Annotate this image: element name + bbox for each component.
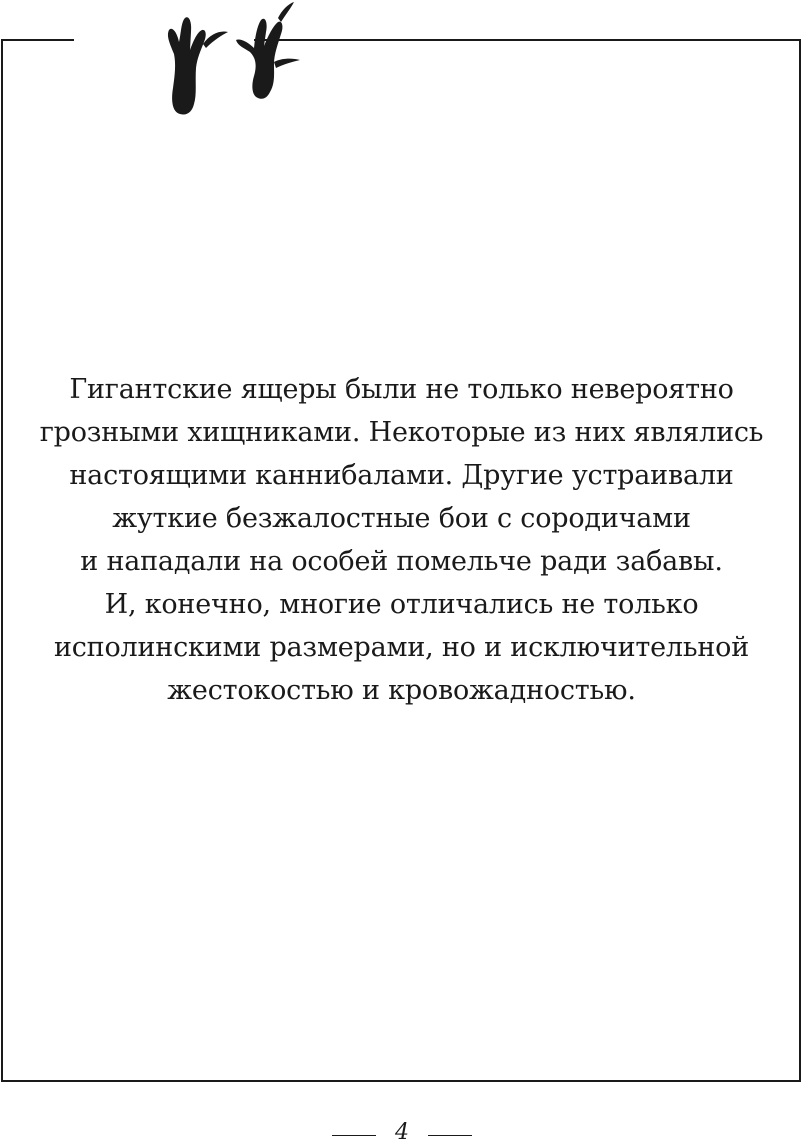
body-paragraph [30,368,773,712]
dinosaur-footprints-icon [160,2,310,120]
body-line: настоящими каннибалами. Другие устраивали [69,460,734,491]
footer-rule-left [332,1135,376,1136]
footer-rule-right [428,1135,472,1136]
body-line: и нападали на особей помельче ради забавы. [80,546,723,577]
body-line: Гигантские ящеры были не только невероятно [69,374,734,405]
emblem-area [74,0,254,130]
body-line: исполинскими размерами, но и исключительной [53,632,750,663]
page-footer [0,1118,803,1148]
page-number: 4 [395,1120,409,1145]
body-line: грозными хищниками. Некоторые из них являлись [39,417,764,448]
body-line: жестокостью и кровожадностью. [167,675,636,706]
body-line: жуткие безжалостные бои с сородичами [112,503,691,534]
body-line: И, конечно, многие отличались не только [104,589,699,620]
